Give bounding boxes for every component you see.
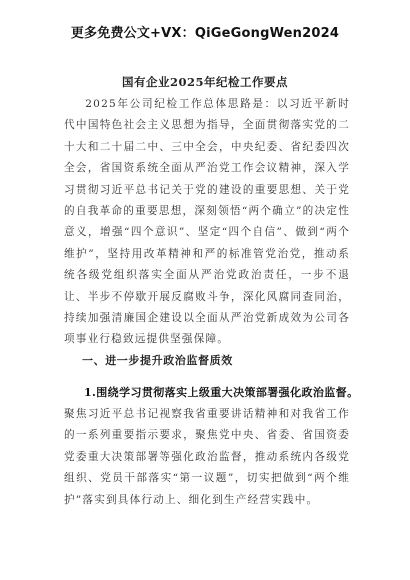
section-heading-1: 一、进一步提升政治监督质效 (82, 354, 233, 367)
item-paragraph-1: 聚焦习近平总书记视察我省重要讲话精神和对我省工作的一系列重要指示要求，聚焦党中央、省委、省国资委党委重大决策部署等强化政治监督，推动系统内各级党组织、党员干部落实“第一议题”，切实把做到“两个维护”落实到具体行动上、细化到生产经营实践中。 (64, 408, 350, 506)
intro-paragraph: 2025年公司纪检工作总体思路是：以习近平新时代中国特色社会主义思想为指导，全面贯彻落实党的二十大和二十届二中、三中全会，中央纪委、省纪委四次全会，省国资系统全面从严治党工作会议精神，深入学习贯彻习近平总书记关于党的建设的重要思想、关于党的自我革命的重要思想，深刻领悟“两个确立”的决定性意义，增强“四个意识”、坚定“四个自信”、做到“两个维护”，坚持用改革精神和严的标准管党治党，推动系统各级党组织落实全面从严治党政治责任，一步不退让、半步不停歇开展反腐败斗争，深化风腐同查同治，持续加强清廉国企建设以全面从严治党新成效为公司各项事业行稳致远提供坚强保障。 (64, 98, 350, 346)
promo-banner: 更多免费公文+VX：QiGeGongWen2024 (70, 26, 340, 41)
item-heading-1: 1.围绕学习贯彻落实上级重大决策部署强化政治监督。 (84, 386, 359, 399)
document-title: 国有企业2025年纪检工作要点 (121, 75, 288, 89)
